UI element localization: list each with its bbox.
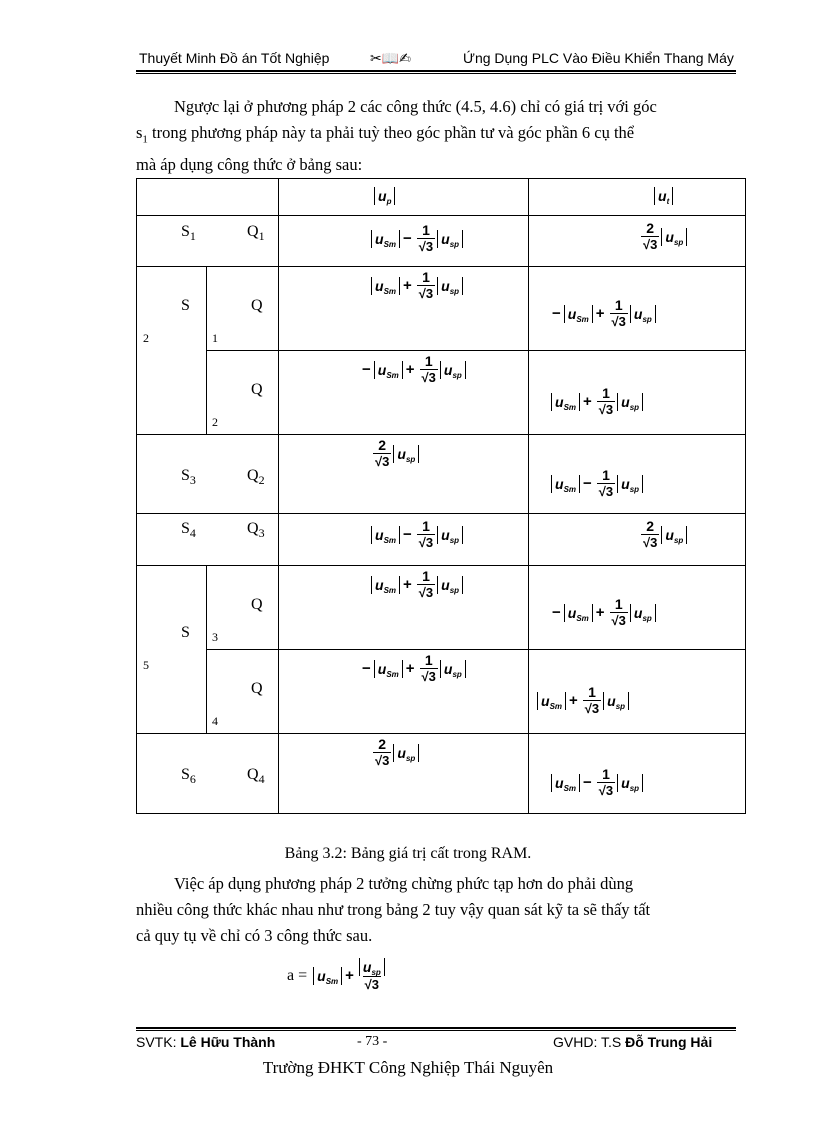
table-row	[137, 267, 746, 351]
table-row	[137, 650, 746, 734]
footer-advisor-name: Đỗ Trung Hải	[625, 1034, 713, 1050]
formula-cell: $u_{Sm}$ − $\frac{1}{√3}$ $u_{sp}$	[529, 734, 746, 814]
body-paragraph	[136, 871, 738, 949]
footer-advisor-label: GVHD: T.S	[553, 1034, 626, 1050]
table-row	[137, 734, 746, 814]
formula-cell: $u_{Sm}$ + $\frac{1}{√3}$ $u_{sp}$	[279, 566, 529, 650]
intro-line-3: mà áp dụng công thức ở bảng sau:	[136, 155, 363, 175]
formula-cell: $u_{Sm}$ + $\frac{1}{√3}$ $u_{sp}$	[529, 351, 746, 435]
header-left: Thuyết Minh Đồ án Tốt Nghiệp	[139, 50, 330, 66]
table-header-row	[137, 179, 746, 216]
value-table	[136, 178, 746, 814]
formula-cell: $\frac{2}{√3}$ $u_{sp}$	[529, 514, 746, 566]
table-row	[137, 566, 746, 650]
footer-author-name: Lê Hữu Thành	[180, 1034, 276, 1050]
formula-cell: − $u_{Sm}$ + $\frac{1}{√3}$ $u_{sp}$	[279, 650, 529, 734]
quadrant-cell-q3: Q 3	[207, 566, 279, 650]
formula-cell: − $u_{Sm}$ + $\frac{1}{√3}$ $u_{sp}$	[279, 351, 529, 435]
page-number: - 73 -	[357, 1034, 388, 1049]
intro-line-2-sub: 1	[142, 133, 148, 146]
para2-line-1: Việc áp dụng phương pháp 2 tưởng chừng phức tạp hơn do phải dùng	[174, 874, 634, 893]
formula-cell: $u_{Sm}$ + $\frac{1}{√3}$ $u_{sp}$	[279, 267, 529, 351]
formula-cell: $u_{Sm}$ − $\frac{1}{√3}$ $u_{sp}$	[529, 435, 746, 514]
sector-cell-s3: $S_3$ $Q_2$	[137, 435, 279, 514]
header-ornament: ✂📖✍	[370, 50, 411, 66]
formula-a: a = $u_{Sm}$ + $\frac{u_{sp}}{√3}$	[287, 958, 387, 993]
formula-cell: $u_{Sm}$ − $\frac{1}{√3}$ $u_{sp}$	[279, 216, 529, 267]
header-right: Ứng Dụng PLC Vào Điều Khiển Thang Máy	[463, 50, 734, 66]
formula-cell: $u_{Sm}$ + $\frac{1}{√3}$ $u_{sp}$	[529, 650, 746, 734]
intro-line-1: Ngược lại ở phương pháp 2 các công thức (4.5, 4.6) chỉ có giá trị với góc	[174, 97, 657, 116]
formula-cell: $\frac{2}{√3}$ $u_{sp}$	[529, 216, 746, 267]
header-rule-thin	[136, 73, 736, 74]
formula-cell: $\frac{2}{√3}$ $u_{sp}$	[279, 734, 529, 814]
sector-cell-s2: S 2	[137, 267, 207, 435]
header-empty-cell	[137, 179, 279, 216]
para2-line-2: nhiều công thức khác nhau như trong bảng 2 tuy vậy quan sát kỹ ta sẽ thấy tất	[136, 900, 651, 919]
table-caption: Bảng 3.2: Bảng giá trị cất trong RAM.	[284, 845, 532, 862]
table-row	[137, 435, 746, 514]
footer-advisor	[553, 1034, 712, 1050]
footer-rule	[136, 1027, 736, 1029]
quadrant-cell-q4: Q 4	[207, 650, 279, 734]
table-row	[137, 216, 746, 267]
formula-cell: − $u_{Sm}$ + $\frac{1}{√3}$ $u_{sp}$	[529, 267, 746, 351]
table-row	[137, 514, 746, 566]
para2-line-3: cả quy tụ về chỉ có 3 công thức sau.	[136, 926, 373, 945]
header-rule	[136, 70, 736, 72]
sector-cell-s6: $S_6$ $Q_4$	[137, 734, 279, 814]
header-ut-cell: $u_t$	[529, 179, 746, 216]
table-row	[137, 351, 746, 435]
quadrant-cell-q2: Q 2	[207, 351, 279, 435]
footer-rule-thin	[136, 1030, 736, 1031]
sector-cell-s5: S 5	[137, 566, 207, 734]
footer-author	[136, 1034, 275, 1050]
formula-a-label: a =	[287, 966, 308, 984]
formula-cell: − $u_{Sm}$ + $\frac{1}{√3}$ $u_{sp}$	[529, 566, 746, 650]
sector-cell-s4: $S_4$ $Q_3$	[137, 514, 279, 566]
formula-cell: $\frac{2}{√3}$ $u_{sp}$	[279, 435, 529, 514]
footer-author-label: SVTK:	[136, 1034, 181, 1050]
quadrant-cell-q1: Q 1	[207, 267, 279, 351]
intro-line-2-s: s	[136, 123, 143, 142]
sector-cell-s1: $S_1$ $Q_1$	[137, 216, 279, 267]
intro-line-2: trong phương pháp này ta phải tuỳ theo góc phần tư và góc phần 6 cụ thể	[147, 123, 635, 142]
formula-cell: $u_{Sm}$ − $\frac{1}{√3}$ $u_{sp}$	[279, 514, 529, 566]
school-name: Trường ĐHKT Công Nghiệp Thái Nguyên	[262, 1058, 554, 1077]
intro-paragraph	[136, 94, 738, 178]
header-up-cell: $u_p$	[279, 179, 529, 216]
